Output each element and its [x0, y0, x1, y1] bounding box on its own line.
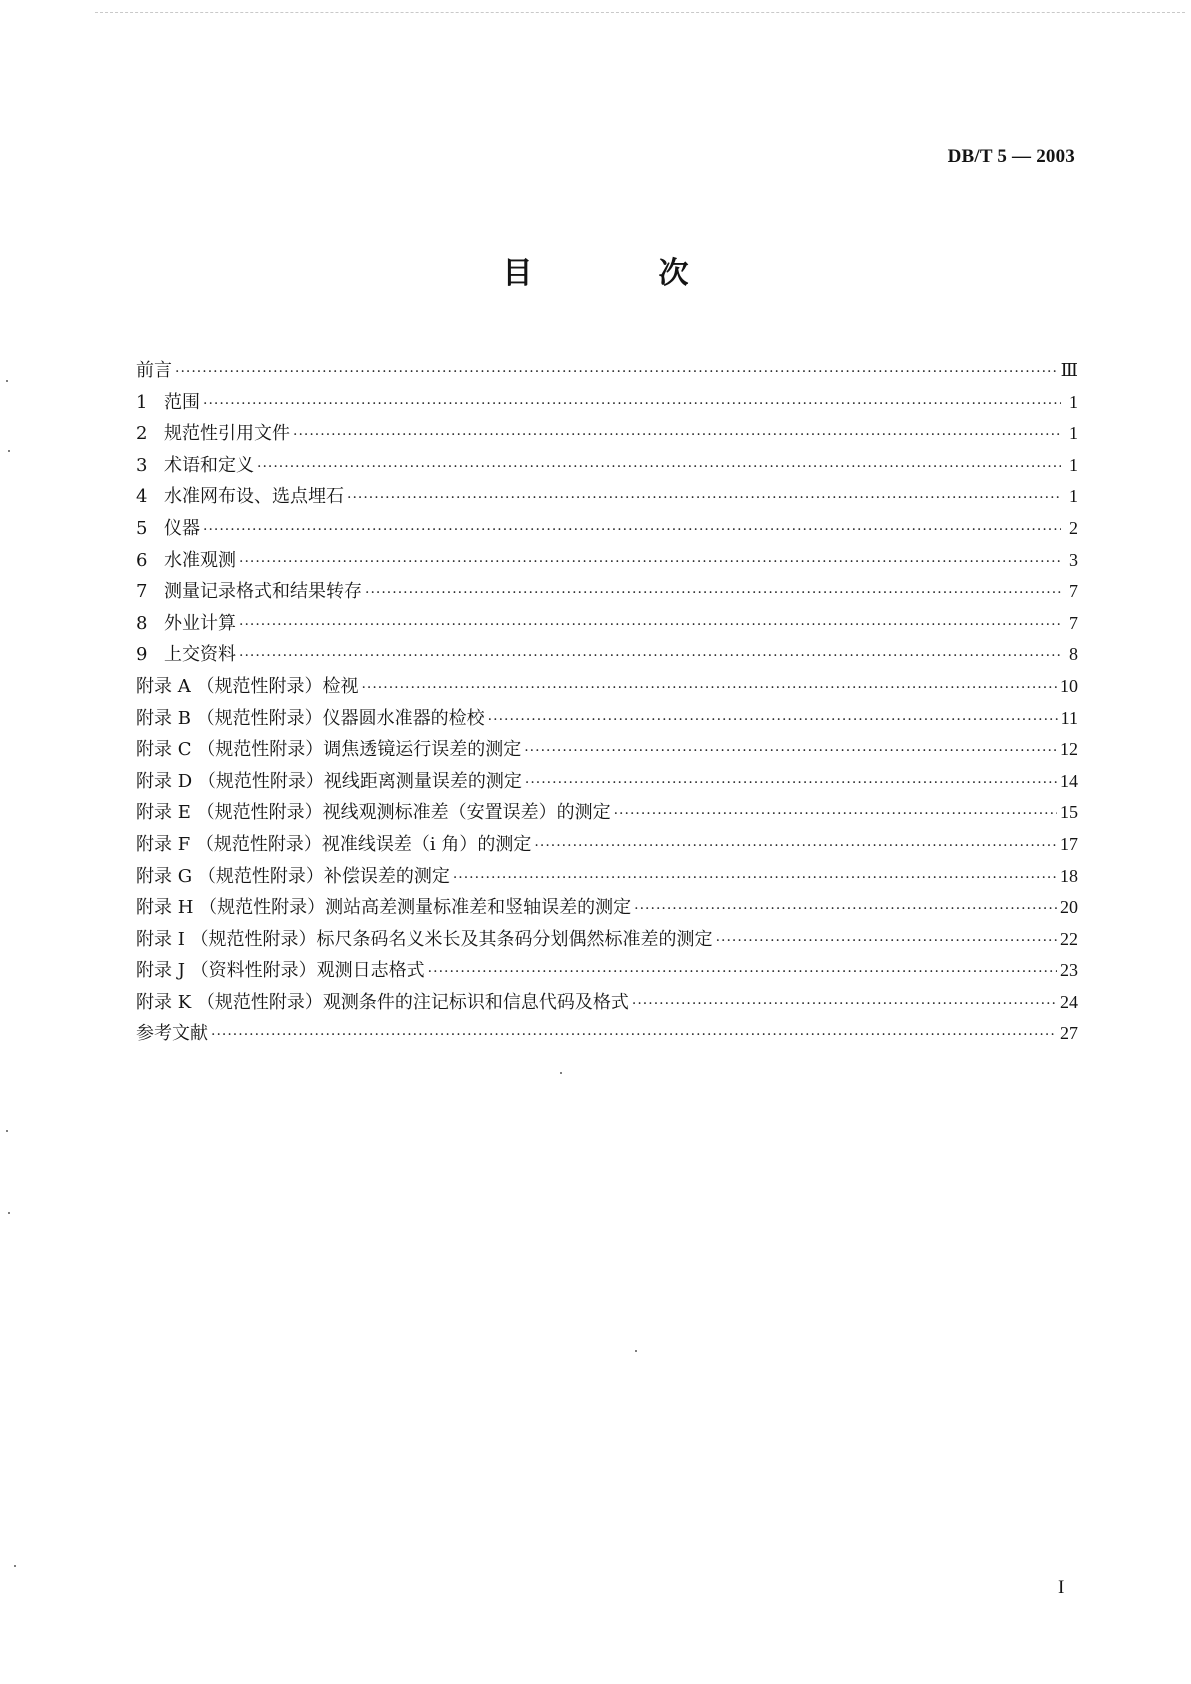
toc-dot-leader: [634, 894, 1057, 926]
table-of-contents: [136, 355, 1078, 1050]
scan-speck: [560, 1072, 562, 1074]
toc-entry-label: 附录 A （规范性附录）检视: [136, 675, 359, 697]
toc-entry: [136, 418, 1078, 450]
toc-entry-number: 2: [136, 423, 148, 445]
toc-entry-page: 12: [1060, 739, 1078, 760]
toc-entry-page: 1: [1069, 454, 1078, 475]
toc-dot-leader: [175, 357, 1058, 389]
toc-entry-number: 1: [136, 391, 148, 413]
toc-dot-leader: [239, 547, 1061, 579]
scan-speck: [14, 1565, 16, 1567]
toc-entry-label: 仪器: [164, 517, 200, 539]
toc-entry-number: 5: [136, 517, 148, 539]
toc-dot-leader: [524, 736, 1057, 768]
toc-entry-page: 3: [1069, 549, 1078, 570]
toc-entry: [136, 955, 1078, 987]
toc-entry: [136, 861, 1078, 893]
toc-dot-leader: [347, 483, 1061, 515]
toc-entry-label: 附录 I （规范性附录）标尺条码名义米长及其条码分划偶然标准差的测定: [136, 928, 713, 950]
toc-entry-page: 7: [1069, 612, 1078, 633]
standard-code: DB/T 5 — 2003: [947, 146, 1075, 167]
toc-entry-label: 附录 J （资料性附录）观测日志格式: [136, 960, 425, 982]
toc-entry: [136, 387, 1078, 419]
toc-entry-label: 参考文献: [136, 1023, 208, 1045]
toc-entry-page: 8: [1069, 644, 1078, 665]
toc-dot-leader: [239, 641, 1061, 673]
toc-entry-label: 附录 G （规范性附录）补偿误差的测定: [136, 865, 450, 887]
toc-entry: [136, 450, 1078, 482]
toc-entry-page: 7: [1069, 581, 1078, 602]
scan-speck: [6, 1130, 8, 1132]
toc-entry-number: 7: [136, 581, 148, 603]
toc-entry: [136, 355, 1078, 387]
toc-entry: [136, 734, 1078, 766]
toc-entry: [136, 829, 1078, 861]
toc-entry: [136, 1018, 1078, 1050]
toc-entry-label: 附录 E （规范性附录）视线观测标准差（安置误差）的测定: [136, 802, 611, 824]
toc-dot-leader: [614, 799, 1057, 831]
toc-entry-label: 附录 D （规范性附录）视线距离测量误差的测定: [136, 770, 522, 792]
toc-entry-page: 22: [1060, 928, 1078, 949]
page-title: 目 次: [502, 256, 737, 291]
scan-speck: [8, 1212, 10, 1214]
toc-entry: [136, 766, 1078, 798]
toc-dot-leader: [716, 926, 1057, 958]
toc-dot-leader: [257, 452, 1061, 484]
toc-entry-page: 1: [1069, 391, 1078, 412]
toc-entry-number: 4: [136, 486, 148, 508]
toc-entry-number: 9: [136, 644, 148, 666]
toc-entry: [136, 481, 1078, 513]
scan-speck: [635, 1350, 637, 1352]
toc-dot-leader: [203, 389, 1061, 421]
toc-entry: [136, 608, 1078, 640]
toc-entry-label: 范围: [164, 391, 200, 413]
toc-entry-label: 水准网布设、选点埋石: [164, 486, 344, 508]
toc-entry-page: 17: [1060, 833, 1078, 854]
toc-dot-leader: [365, 578, 1061, 610]
toc-entry-page: 2: [1069, 517, 1078, 538]
toc-entry: [136, 671, 1078, 703]
toc-entry: [136, 576, 1078, 608]
toc-dot-leader: [534, 831, 1057, 863]
toc-dot-leader: [293, 420, 1061, 452]
toc-entry-label: 附录 H （规范性附录）测站高差测量标准差和竖轴误差的测定: [136, 897, 632, 919]
scan-speck: [6, 380, 8, 382]
toc-dot-leader: [428, 957, 1057, 989]
toc-entry-page: 15: [1060, 802, 1078, 823]
toc-entry: [136, 639, 1078, 671]
toc-entry-page: 14: [1060, 770, 1078, 791]
toc-dot-leader: [211, 1020, 1057, 1052]
toc-dot-leader: [488, 705, 1058, 737]
toc-entry-label: 测量记录格式和结果转存: [164, 581, 362, 603]
toc-entry-page: 18: [1060, 865, 1078, 886]
toc-entry: [136, 545, 1078, 577]
toc-entry-page: 24: [1060, 991, 1078, 1012]
page-number: I: [1058, 1577, 1065, 1598]
toc-entry-label: 术语和定义: [164, 454, 254, 476]
toc-entry-page: 1: [1069, 486, 1078, 507]
toc-entry-page: 11: [1060, 707, 1078, 728]
toc-entry-label: 附录 K （规范性附录）观测条件的注记标识和信息代码及格式: [136, 991, 629, 1013]
toc-entry-label: 附录 B （规范性附录）仪器圆水准器的检校: [136, 707, 485, 729]
toc-entry-page: 1: [1069, 423, 1078, 444]
toc-entry-page: Ⅲ: [1060, 360, 1078, 380]
toc-entry-label: 前言: [136, 360, 172, 381]
toc-dot-leader: [525, 768, 1057, 800]
toc-entry-label: 附录 F （规范性附录）视准线误差（i 角）的测定: [136, 833, 532, 855]
toc-entry-label: 上交资料: [164, 644, 236, 666]
toc-entry: [136, 513, 1078, 545]
toc-entry: [136, 892, 1078, 924]
toc-entry-number: 3: [136, 454, 148, 476]
toc-entry-label: 附录 C （规范性附录）调焦透镜运行误差的测定: [136, 739, 522, 761]
toc-dot-leader: [632, 989, 1057, 1021]
toc-entry-page: 27: [1060, 1023, 1078, 1044]
toc-dot-leader: [203, 515, 1061, 547]
toc-entry: [136, 703, 1078, 735]
toc-entry-page: 20: [1060, 897, 1078, 918]
toc-dot-leader: [239, 610, 1061, 642]
toc-entry-label: 规范性引用文件: [164, 423, 290, 445]
toc-dot-leader: [453, 863, 1057, 895]
toc-entry-label: 水准观测: [164, 549, 236, 571]
toc-entry-number: 6: [136, 549, 148, 571]
toc-entry-page: 10: [1060, 675, 1078, 696]
scan-edge-line: [95, 12, 1185, 13]
toc-entry: [136, 924, 1078, 956]
toc-entry-page: 23: [1060, 960, 1078, 981]
toc-entry-number: 8: [136, 612, 148, 634]
toc-entry: [136, 797, 1078, 829]
toc-entry: [136, 987, 1078, 1019]
scan-speck: [8, 450, 10, 452]
toc-entry-label: 外业计算: [164, 612, 236, 634]
toc-dot-leader: [361, 673, 1057, 705]
